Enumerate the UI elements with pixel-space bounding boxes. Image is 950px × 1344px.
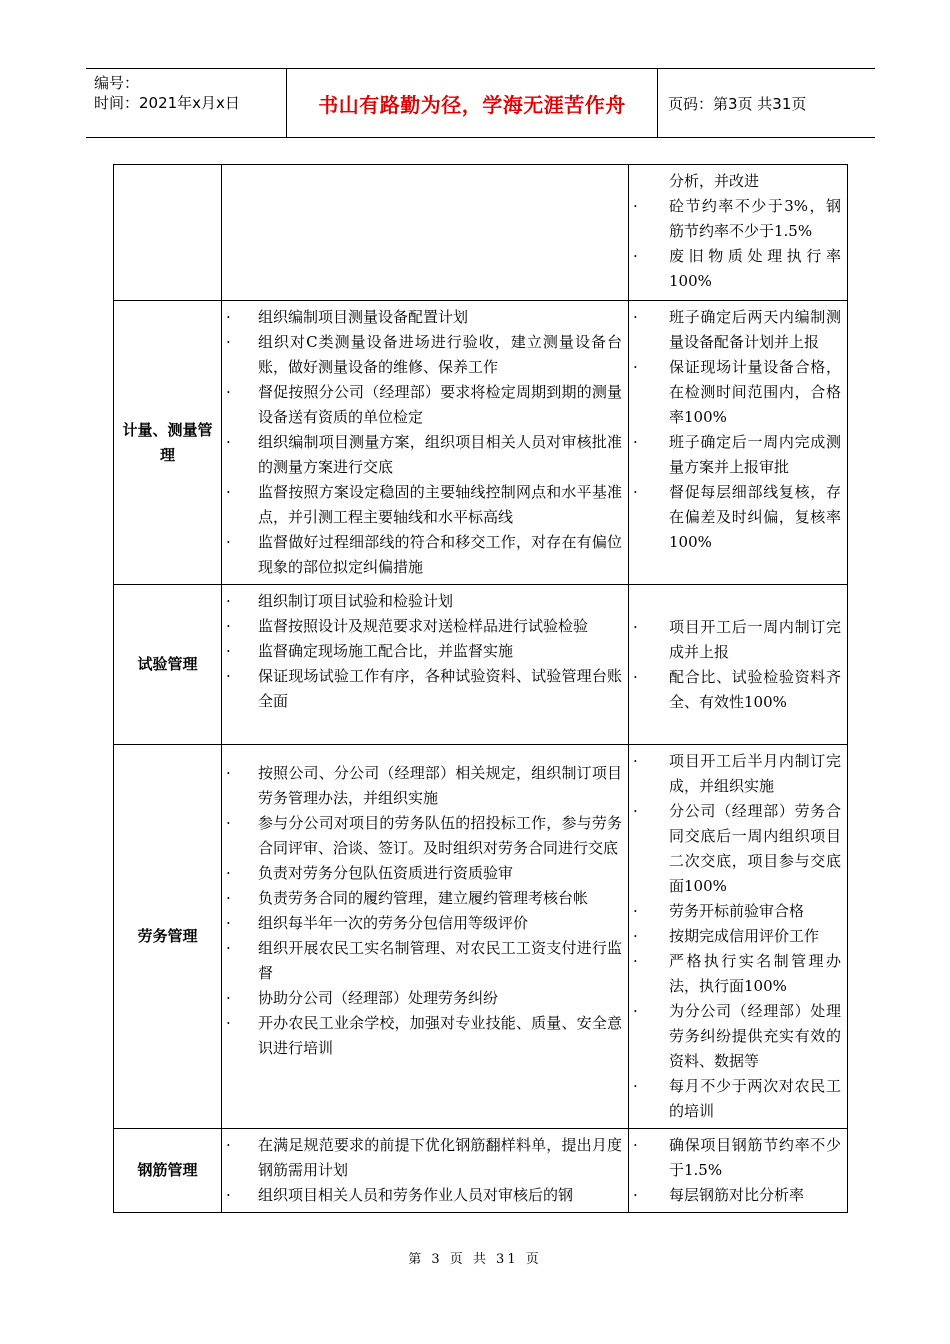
target-item: 分析，并改进 xyxy=(669,172,760,190)
duty-item: · 参与分公司对项目的劳务队伍的招投标工作，参与劳务合同评审、洽谈、签订。及时组织对劳务合同进行交底 xyxy=(226,811,622,861)
document-time-label: 时间：2021年x月x日 xyxy=(94,94,240,112)
duties-cell xyxy=(222,301,629,585)
duty-item: · 组织编制项目测量方案，组织项目相关人员对审核批准的测量方案进行交底 xyxy=(226,430,622,480)
duties-cell xyxy=(222,1129,629,1213)
duty-item: · 组织编制项目测量设备配置计划 xyxy=(226,305,622,330)
duty-item: · 组织开展农民工实名制管理、对农民工工资支付进行监督 xyxy=(226,936,622,986)
target-item: · 砼节约率不少于3%，钢筋节约率不少于1.5% xyxy=(633,194,841,244)
target-item: · 分公司（经理部）劳务合同交底后一周内组织项目二次交底，项目参与交底面100% xyxy=(633,799,841,899)
duty-item: · 组织制订项目试验和检验计划 xyxy=(226,589,622,614)
targets-cell xyxy=(629,301,848,585)
duties-cell xyxy=(222,165,629,301)
category-cell: 试验管理 xyxy=(114,585,222,745)
target-item: · 严格执行实名制管理办法，执行面100% xyxy=(633,949,841,999)
duty-item: · 组织每半年一次的劳务分包信用等级评价 xyxy=(226,911,622,936)
category-cell xyxy=(114,165,222,301)
target-item: · 确保项目钢筋节约率不少于1.5% xyxy=(633,1133,841,1183)
duty-item: · 组织项目相关人员和劳务作业人员对审核后的钢 xyxy=(226,1183,622,1208)
target-item: · 每月不少于两次对农民工的培训 xyxy=(633,1074,841,1124)
target-item: · 每层钢筋对比分析率 xyxy=(633,1183,841,1208)
duty-item: · 组织对C类测量设备进场进行验收，建立测量设备台账，做好测量设备的维修、保养工作 xyxy=(226,330,622,380)
table-row xyxy=(114,585,848,745)
duty-item: · 保证现场试验工作有序，各种试验资料、试验管理台账全面 xyxy=(226,664,622,714)
target-item: · 项目开工后半月内制订完成，并组织实施 xyxy=(633,749,841,799)
table-row xyxy=(114,301,848,585)
duty-item: · 监督按照设计及规范要求对送检样品进行试验检验 xyxy=(226,614,622,639)
target-item: · 班子确定后一周内完成测量方案并上报审批 xyxy=(633,430,841,480)
category-cell: 劳务管理 xyxy=(114,745,222,1129)
duty-item: · 督促按照分公司（经理部）要求将检定周期到期的测量设备送有资质的单位检定 xyxy=(226,380,622,430)
duty-item: · 开办农民工业余学校，加强对专业技能、质量、安全意识进行培训 xyxy=(226,1011,622,1061)
page-header xyxy=(86,68,875,138)
target-item: · 督促每层细部线复核，存在偏差及时纠偏，复核率100% xyxy=(633,480,841,555)
target-item: · 废旧物质处理执行率100% xyxy=(633,244,841,294)
target-item: · 班子确定后两天内编制测量设备配备计划并上报 xyxy=(633,305,841,355)
duty-item: · 监督做好过程细部线的符合和移交工作，对存在有偏位现象的部位拟定纠偏措施 xyxy=(226,530,622,580)
duty-item: · 按照公司、分公司（经理部）相关规定，组织制订项目劳务管理办法，并组织实施 xyxy=(226,761,622,811)
table-row xyxy=(114,1129,848,1213)
table-row xyxy=(114,165,848,301)
target-item: · 为分公司（经理部）处理劳务纠纷提供充实有效的资料、数据等 xyxy=(633,999,841,1074)
duty-item: · 监督按照方案设定稳固的主要轴线控制网点和水平基准点，并引测工程主要轴线和水平标高线 xyxy=(226,480,622,530)
page-footer: 第 3 页 共 31 页 xyxy=(408,1252,542,1267)
page-number-label: 页码：第3页 共31页 xyxy=(668,94,807,113)
target-item: · 劳务开标前验审合格 xyxy=(633,899,841,924)
header-motto-cell xyxy=(286,69,658,137)
targets-cell xyxy=(629,1129,848,1213)
duty-item: · 协助分公司（经理部）处理劳务纠纷 xyxy=(226,986,622,1011)
duty-item: · 负责对劳务分包队伍资质进行资质验审 xyxy=(226,861,622,886)
duties-cell xyxy=(222,585,629,745)
target-item: · 项目开工后一周内制订完成并上报 xyxy=(633,615,841,665)
duty-item: · 在满足规范要求的前提下优化钢筋翻样料单，提出月度钢筋需用计划 xyxy=(226,1133,622,1183)
duties-cell xyxy=(222,745,629,1129)
table-row xyxy=(114,745,848,1129)
document-number-label: 编号： xyxy=(94,74,140,92)
targets-cell xyxy=(629,585,848,745)
responsibility-table xyxy=(113,164,848,1213)
duty-item: · 监督确定现场施工配合比，并监督实施 xyxy=(226,639,622,664)
duty-item: · 负责劳务合同的履约管理，建立履约管理考核台帐 xyxy=(226,886,622,911)
targets-cell xyxy=(629,165,848,301)
header-info-cell xyxy=(86,69,286,137)
targets-cell xyxy=(629,745,848,1129)
motto-text: 书山有路勤为径，学海无涯苦作舟 xyxy=(318,92,626,117)
target-item: · 按期完成信用评价工作 xyxy=(633,924,841,949)
category-cell: 计量、测量管理 xyxy=(114,301,222,585)
target-item: · 配合比、试验检验资料齐全、有效性100% xyxy=(633,665,841,715)
category-cell: 钢筋管理 xyxy=(114,1129,222,1213)
target-item: · 保证现场计量设备合格，在检测时间范围内，合格率100% xyxy=(633,355,841,430)
header-page-cell xyxy=(658,69,875,137)
